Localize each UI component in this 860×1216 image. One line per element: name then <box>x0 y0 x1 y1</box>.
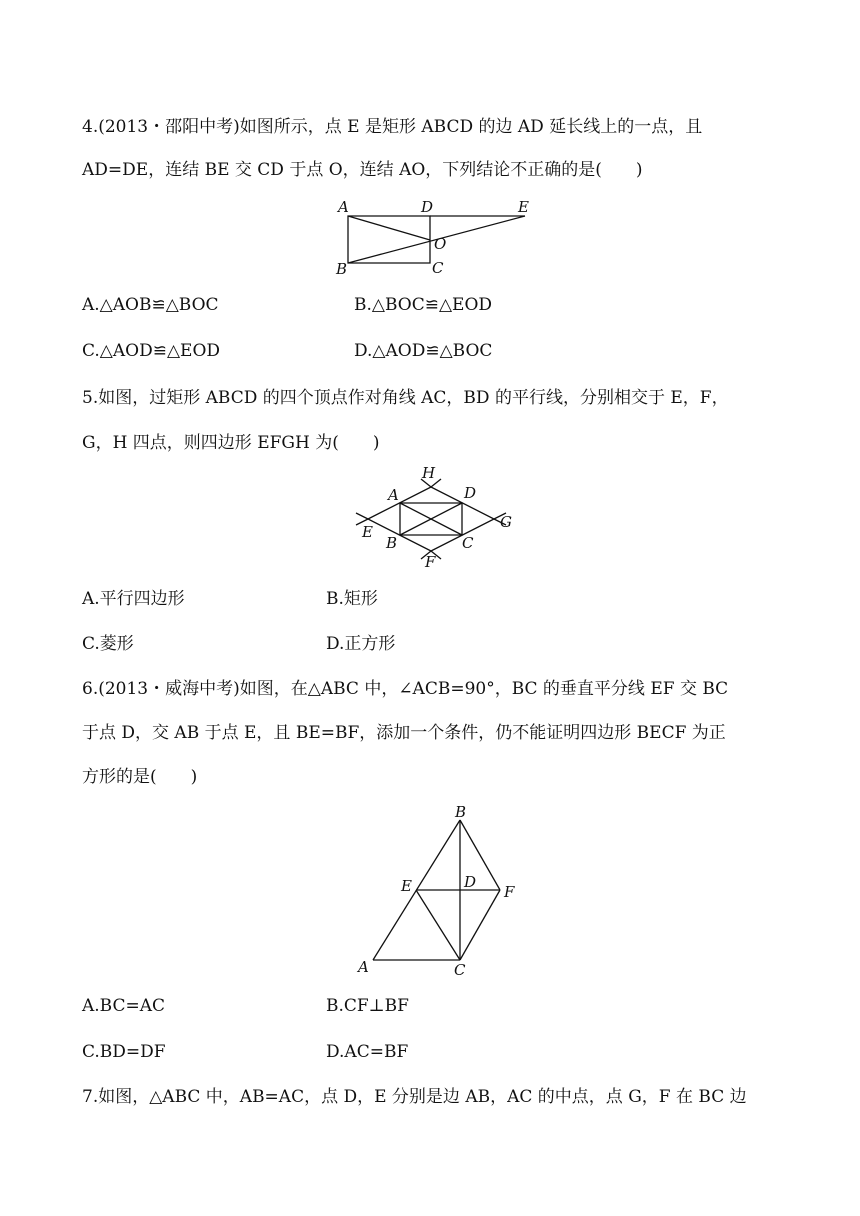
q4-text-line1: 4.(2013・邵阳中考)如图所示，点 E 是矩形 ABCD 的边 AD 延长线上的一点，且 <box>82 117 703 137</box>
q4-label-a: A <box>338 198 349 216</box>
q6-figure <box>350 800 530 980</box>
q6-option-a[interactable]: A.BC=AC <box>82 996 166 1016</box>
q5-label-g: G <box>500 513 512 531</box>
q5-label-c: C <box>462 534 474 552</box>
q4-text-line2: AD=DE，连结 BE 交 CD 于点 O，连结 AO，下列结论不正确的是( ) <box>82 160 643 180</box>
q5-text-line1: 5.如图，过矩形 ABCD 的四个顶点作对角线 AC，BD 的平行线，分别相交于 E，F， <box>82 388 729 408</box>
q4-option-d[interactable]: D.△AOD≌△BOC <box>354 341 493 361</box>
q4-segment-ao <box>348 216 430 240</box>
q5-option-b[interactable]: B.矩形 <box>326 589 378 609</box>
q5-text-line2: G，H 四点，则四边形 EFGH 为( ) <box>82 433 380 453</box>
q6-text-line1: 6.(2013・威海中考)如图，在△ABC 中，∠ACB=90°，BC 的垂直平分线 EF 交 BC <box>82 679 729 699</box>
q6-label-f: F <box>504 883 515 901</box>
q4-label-o: O <box>434 235 447 253</box>
q4-label-e: E <box>518 198 529 216</box>
q5-label-a: A <box>388 486 399 504</box>
q4-figure <box>330 196 540 278</box>
q6-option-b[interactable]: B.CF⊥BF <box>326 996 409 1016</box>
q5-label-d: D <box>464 484 477 502</box>
q7-text-line1: 7.如图，△ABC 中，AB=AC，点 D，E 分别是边 AB，AC 的中点，点 G，F 在 BC 边 <box>82 1087 747 1107</box>
q5-label-h: H <box>422 464 436 482</box>
q6-label-d: D <box>464 873 477 891</box>
q5-label-b: B <box>386 534 398 552</box>
q5-label-f: F <box>425 553 436 571</box>
q4-label-b: B <box>336 260 348 278</box>
q4-option-a[interactable]: A.△AOB≌△BOC <box>82 295 219 315</box>
q6-segment-ec <box>416 890 460 960</box>
q6-label-b: B <box>455 803 467 821</box>
q5-label-e: E <box>362 523 373 541</box>
q4-label-d: D <box>421 198 434 216</box>
q6-label-a: A <box>358 958 369 976</box>
q6-segment-fc <box>460 890 500 960</box>
q5-option-c[interactable]: C.菱形 <box>82 634 134 654</box>
q6-option-d[interactable]: D.AC=BF <box>326 1042 409 1062</box>
q4-label-c: C <box>432 259 444 277</box>
q6-label-e: E <box>401 877 412 895</box>
q4-option-b[interactable]: B.△BOC≌△EOD <box>354 295 493 315</box>
q6-option-c[interactable]: C.BD=DF <box>82 1042 166 1062</box>
q5-figure <box>350 462 520 572</box>
q6-text-line3: 方形的是( ) <box>82 767 198 787</box>
q6-text-line2: 于点 D，交 AB 于点 E，且 BE=BF，添加一个条件，仍不能证明四边形 BECF 为正 <box>82 723 726 743</box>
q5-option-a[interactable]: A.平行四边形 <box>82 589 185 609</box>
q4-option-c[interactable]: C.△AOD≌△EOD <box>82 341 221 361</box>
q6-label-c: C <box>454 961 466 979</box>
q4-rectangle-abcd <box>348 216 430 263</box>
q5-option-d[interactable]: D.正方形 <box>326 634 396 654</box>
